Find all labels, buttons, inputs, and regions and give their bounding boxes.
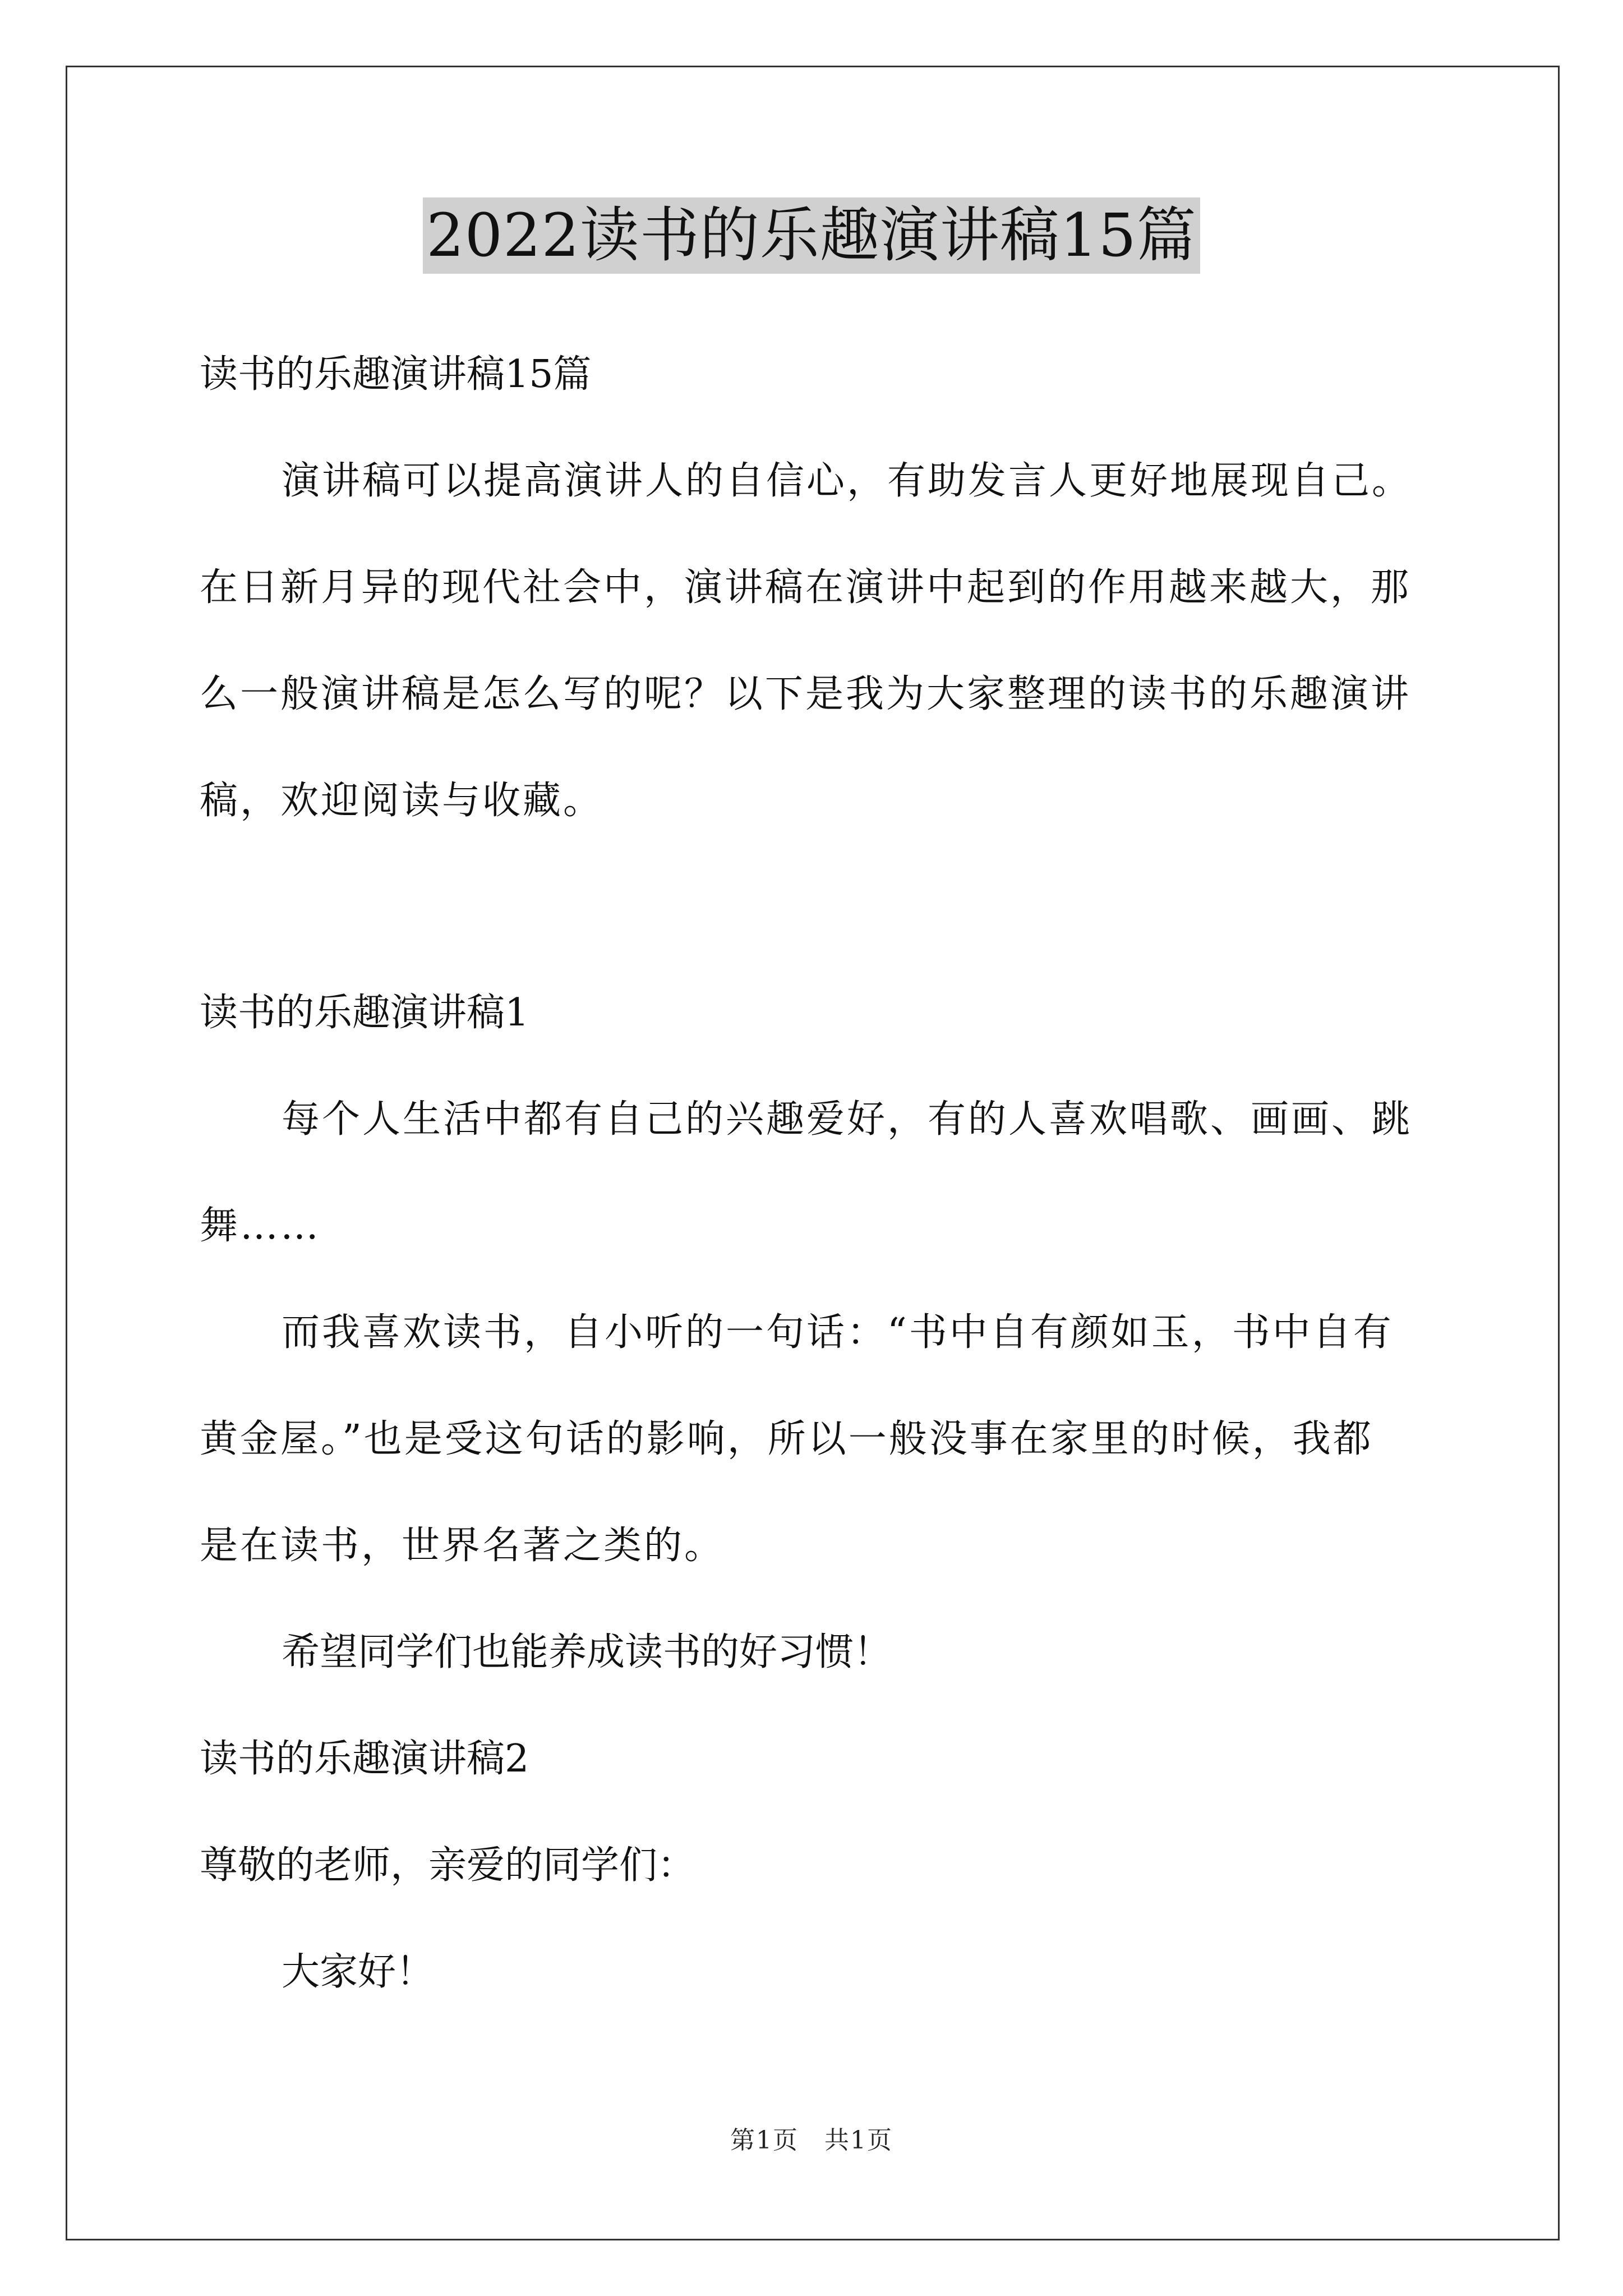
paragraph-line: 每个人生活中都有自己的兴趣爱好，有的人喜欢唱歌、画画、跳 — [282, 1097, 1413, 1142]
intro-paragraph — [200, 454, 1433, 828]
paragraph-line: 是在读书，世界名著之类的。 — [200, 1524, 725, 1568]
section1-paragraph-2 — [200, 1306, 1433, 1573]
paragraph-line: 而我喜欢读书，自小听的一句话：“书中自有颜如玉，书中自有 — [282, 1310, 1394, 1355]
intro-line: 在日新月异的现代社会中，演讲稿在演讲中起到的作用越来越大，那 — [200, 565, 1412, 610]
intro-line: 么一般演讲稿是怎么写的呢？以下是我为大家整理的读书的乐趣演讲 — [200, 672, 1412, 716]
section-heading-1: 读书的乐趣演讲稿1 — [200, 991, 529, 1035]
paragraph-line: 黄金屋。”也是受这句话的影响，所以一般没事在家里的时候，我都 — [200, 1417, 1373, 1461]
greeting: 大家好！ — [282, 1950, 435, 1994]
document-body — [200, 348, 1433, 1999]
page-footer: 第1页 共1页 — [730, 2126, 893, 2155]
intro-line: 稿，欢迎阅读与收藏。 — [200, 779, 604, 823]
section1-paragraph-1 — [200, 1093, 1433, 1253]
document-title: 2022读书的乐趣演讲稿15篇 — [423, 197, 1200, 274]
title-container — [0, 197, 1623, 274]
section1-paragraph-3: 希望同学们也能养成读书的好习惯！ — [282, 1630, 892, 1674]
paragraph-line: 舞…… — [200, 1204, 321, 1248]
intro-line: 演讲稿可以提高演讲人的自信心，有助发言人更好地展现自己。 — [282, 459, 1413, 503]
salutation: 尊敬的老师，亲爱的同学们： — [200, 1843, 696, 1888]
document-subtitle: 读书的乐趣演讲稿15篇 — [200, 352, 592, 397]
section-heading-2: 读书的乐趣演讲稿2 — [200, 1737, 529, 1781]
